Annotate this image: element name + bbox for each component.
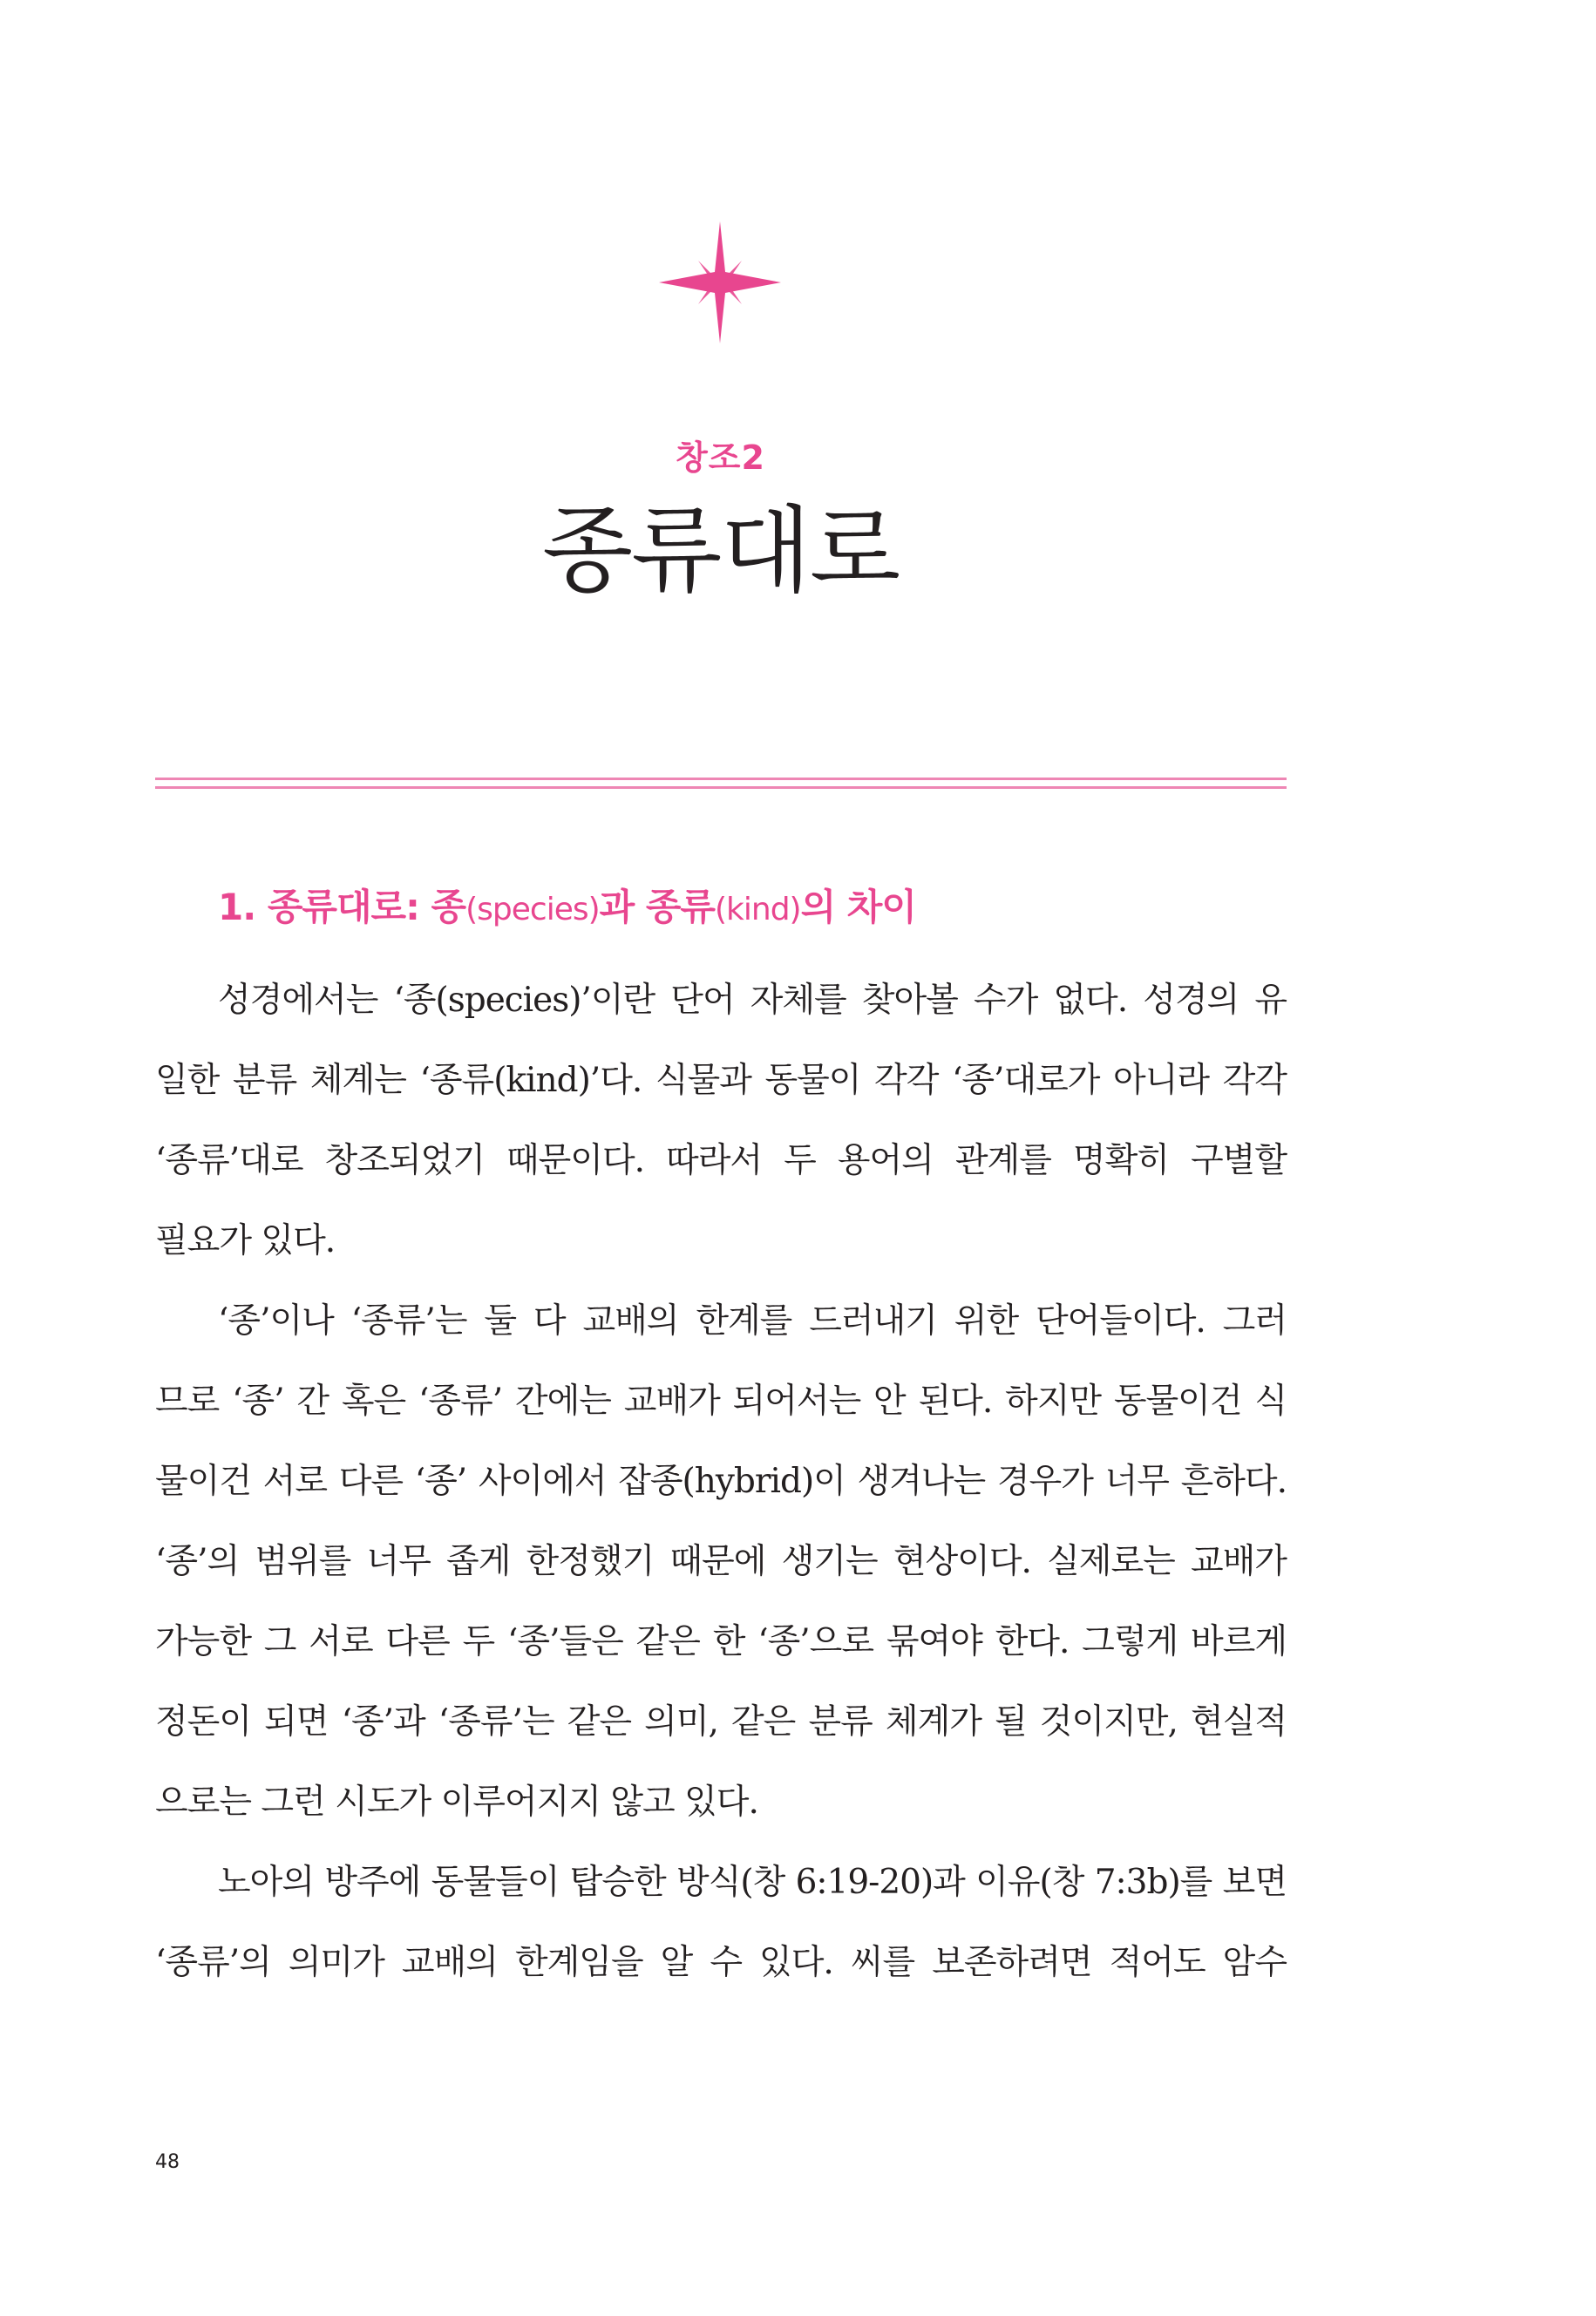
chapter-title: 종류대로 — [541, 497, 900, 606]
section-heading-part4: (kind) — [714, 892, 801, 927]
section-heading-part1: 종류대로: 종 — [267, 886, 466, 928]
body-line: 으로는 그런 시도가 이루어지지 않고 있다. — [155, 1783, 758, 1822]
body-line: 성경에서는 ‘종(species)’이란 단어 자체를 찾아볼 수가 없다. 성경의 유 — [218, 981, 1287, 1020]
body-line: ‘종류’대로 창조되었기 때문이다. 따라서 두 용어의 관계를 명확히 구별할 — [155, 1141, 1287, 1180]
body-line: 일한 분류 체계는 ‘종류(kind)’다. 식물과 동물이 각각 ‘종’대로가 아니라 각각 — [155, 1061, 1287, 1100]
body-paragraphs — [155, 961, 1287, 2003]
divider-line-top — [155, 778, 1287, 780]
chapter-label: 창조2 — [676, 438, 765, 477]
body-line: ‘종류’의 의미가 교배의 한계임을 알 수 있다. 씨를 보존하려면 적어도 암수 — [155, 1943, 1287, 1982]
body-line: 정돈이 되면 ‘종’과 ‘종류’는 같은 의미, 같은 분류 체계가 될 것이지만, 현실적 — [155, 1702, 1287, 1742]
section-number: 1. — [218, 886, 256, 928]
page-number: 48 — [155, 2151, 180, 2173]
divider-line-bottom — [155, 786, 1287, 789]
section-heading — [218, 879, 916, 931]
body-line: 노아의 방주에 동물들이 탑승한 방식(창 6:19-20)과 이유(창 7:3b)를 보면 — [218, 1863, 1287, 1902]
body-line: 필요가 있다. — [155, 1221, 336, 1260]
body-line: 가능한 그 서로 다른 두 ‘종’들은 같은 한 ‘종’으로 묶여야 한다. 그렇게 바르게 — [155, 1622, 1287, 1661]
section-heading-part5: 의 차이 — [800, 886, 916, 928]
body-line: 물이건 서로 다른 ‘종’ 사이에서 잡종(hybrid)이 생겨나는 경우가 너무 흔하다. — [155, 1462, 1287, 1501]
body-line: 므로 ‘종’ 간 혹은 ‘종류’ 간에는 교배가 되어서는 안 된다. 하지만 동물이건 식 — [155, 1382, 1287, 1421]
sparkle-star-icon — [659, 221, 781, 343]
section-heading-part2: (species) — [465, 892, 600, 927]
body-line: ‘종’의 범위를 너무 좁게 한정했기 때문에 생기는 현상이다. 실제로는 교배가 — [155, 1542, 1287, 1581]
section-heading-part3: 과 종류 — [599, 886, 715, 928]
body-line: ‘종’이나 ‘종류’는 둘 다 교배의 한계를 드러내기 위한 단어들이다. 그러 — [218, 1301, 1287, 1341]
